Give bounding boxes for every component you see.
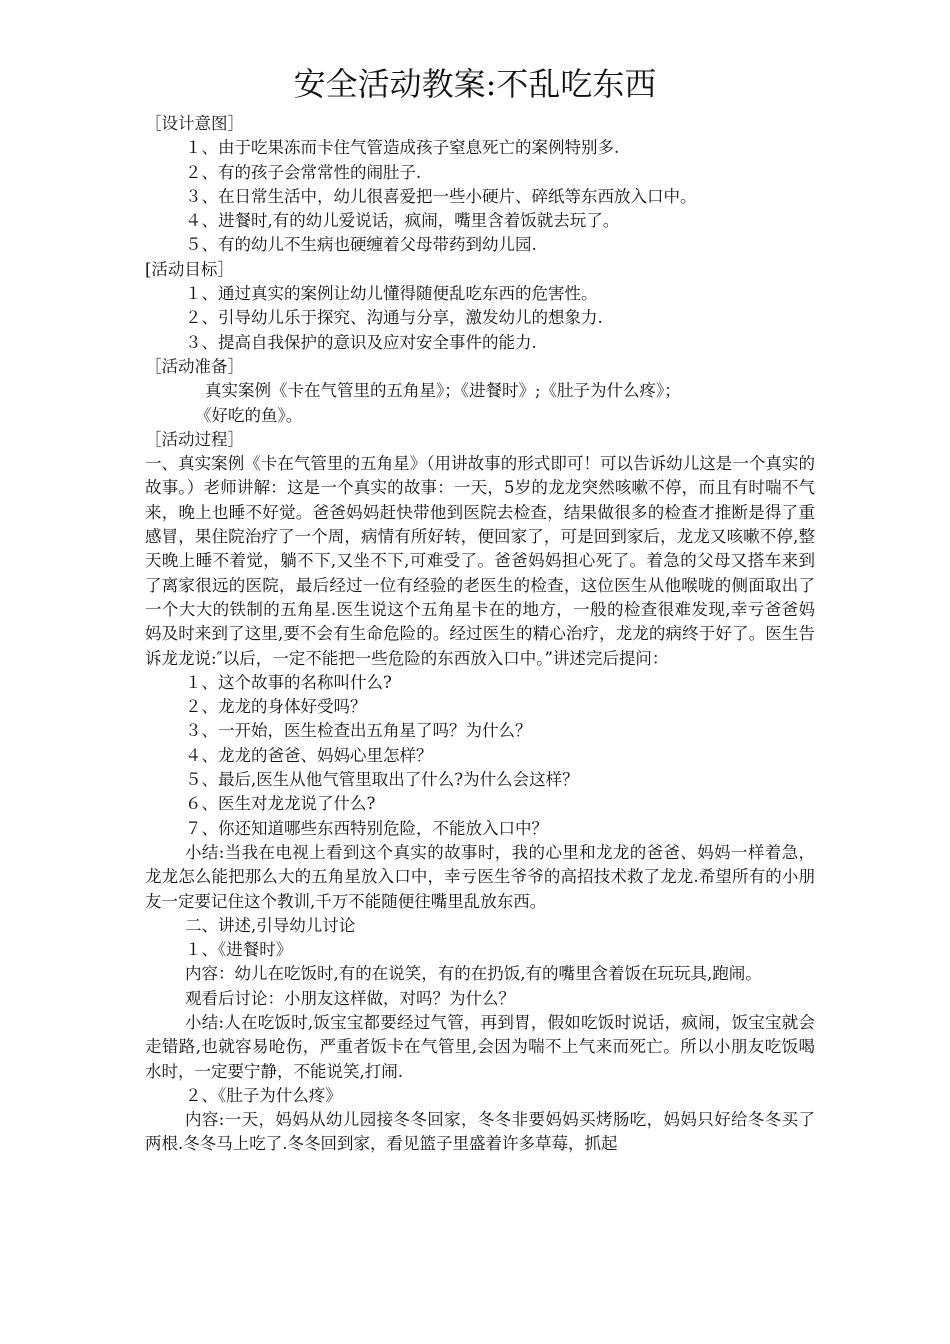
question-item: ５、最后,医生从他气管里取出了什么?为什么会这样？ xyxy=(185,770,579,790)
document-title: 安全活动教案:不乱吃东西 xyxy=(293,65,657,103)
section-heading-design: ［设计意图］ xyxy=(145,114,244,133)
design-item: ３、在日常生活中，幼儿很喜爱把一些小硬片、碎纸等东西放入口中。 xyxy=(185,186,697,206)
story1-discussion: 观看后讨论：小朋友这样做，对吗？为什么？ xyxy=(185,988,515,1008)
story1-summary: 小结:人在吃饭时,饭宝宝都要经过气管，再到胃，假如吃饭时说话，疯闹，饭宝宝就会走错路,也就容易呛伤，严重者饭卡在气管里,会因为喘不上气来而死亡。所以小朋友吃饭喝水时，一定要宁静，不能说笑,打闹. xyxy=(145,1012,815,1081)
summary-paragraph: 小结:当我在电视上看到这个真实的故事时，我的心里和龙龙的爸爸、妈妈一样着急，龙龙怎么能把那么大的五角星放入口中，幸亏医生爷爷的高招技术救了龙龙.希望所有的小朋友一定要记住这个教训,千万不能随便往嘴里乱放东西。 xyxy=(145,842,815,911)
question-item: ２、龙龙的身体好受吗？ xyxy=(185,697,367,717)
section-heading-goals: [活动目标］ xyxy=(145,259,234,279)
question-item: ３、一开始，医生检查出五角星了吗？为什么？ xyxy=(185,721,532,741)
goal-item: ３、提高自我保护的意识及应对安全事件的能力. xyxy=(185,332,537,352)
story1-content: 内容：幼儿在吃饭时,有的在说笑，有的在扔饭,有的嘴里含着饭在玩玩具,跑闹。 xyxy=(185,964,762,984)
section-heading-prep: ［活动准备］ xyxy=(145,356,244,376)
design-item: ５、有的幼儿不生病也硬缠着父母带药到幼儿园. xyxy=(185,235,537,255)
question-item: ４、龙龙的爸爸、妈妈心里怎样？ xyxy=(185,745,433,765)
design-item: １、由于吃果冻而卡住气管造成孩子窒息死亡的案例特别多. xyxy=(185,138,620,158)
story1-title: １、《进餐时》 xyxy=(185,940,293,960)
goal-item: ２、引导幼儿乐于探究、沟通与分享，激发幼儿的想象力. xyxy=(185,308,603,328)
question-item: ７、你还知道哪些东西特别危险，不能放入口中？ xyxy=(185,818,548,838)
prep-line: 《好吃的鱼》。 xyxy=(195,405,303,425)
part2-heading: 二、讲述,引导幼儿讨论 xyxy=(185,915,356,935)
question-item: ６、医生对龙龙说了什么? xyxy=(185,794,376,814)
design-item: ４、进餐时,有的幼儿爱说话，疯闹，嘴里含着饭就去玩了。 xyxy=(185,211,620,231)
story2-title: ２、《肚子为什么疼》 xyxy=(185,1085,342,1105)
story2-content: 内容:一天，妈妈从幼儿园接冬冬回家，冬冬非要妈妈买烤肠吃，妈妈只好给冬冬买了两根.冬冬马上吃了.冬冬回到家，看见篮子里盛着许多草莓，抓起 xyxy=(145,1110,815,1154)
story-paragraph: 一、真实案例《卡在气管里的五角星》（用讲故事的形式即可！可以告诉幼儿这是一个真实的故事。）老师讲解：这是一个真实的故事：一天，5岁的龙龙突然咳嗽不停，而且有时喘不气来，晚上也睡不好觉。爸爸妈妈赶快带他到医院去检查，结果做很多的检查才推断是得了重感冒，果住院治疗了一个周，病情有所好转，便回家了，可是回到家后，龙龙又咳嗽不停,整天晚上睡不着觉，躺不下,又坐不下,可难受了。爸爸妈妈担心死了。着急的父母又搭车来到了离家很远的医院，最后经过一位有经验的老医生的检查，这位医生从他喉咙的侧面取出了一个大大的铁制的五角星.医生说这个五角星卡在的地方，一般的检查很难发现,幸亏爸爸妈妈及时来到了这里,要不会有生命危险的。经过医生的精心治疗，龙龙的病终于好了。医生告诉龙龙说:″以后，一定不能把一些危险的东西放入口中。”讲述完后提问： xyxy=(145,454,815,668)
design-item: ２、有的孩子会常常性的闹肚子. xyxy=(185,162,422,182)
section-heading-process: ［活动过程］ xyxy=(145,429,244,449)
prep-line: 真实案例《卡在气管里的五角星》；《进餐时》;《肚子为什么疼》； xyxy=(205,381,681,401)
goal-item: １、通过真实的案例让幼儿懂得随便乱吃东西的危害性。 xyxy=(185,284,598,304)
document-body xyxy=(145,112,815,1157)
question-item: １、这个故事的名称叫什么? xyxy=(185,672,392,692)
